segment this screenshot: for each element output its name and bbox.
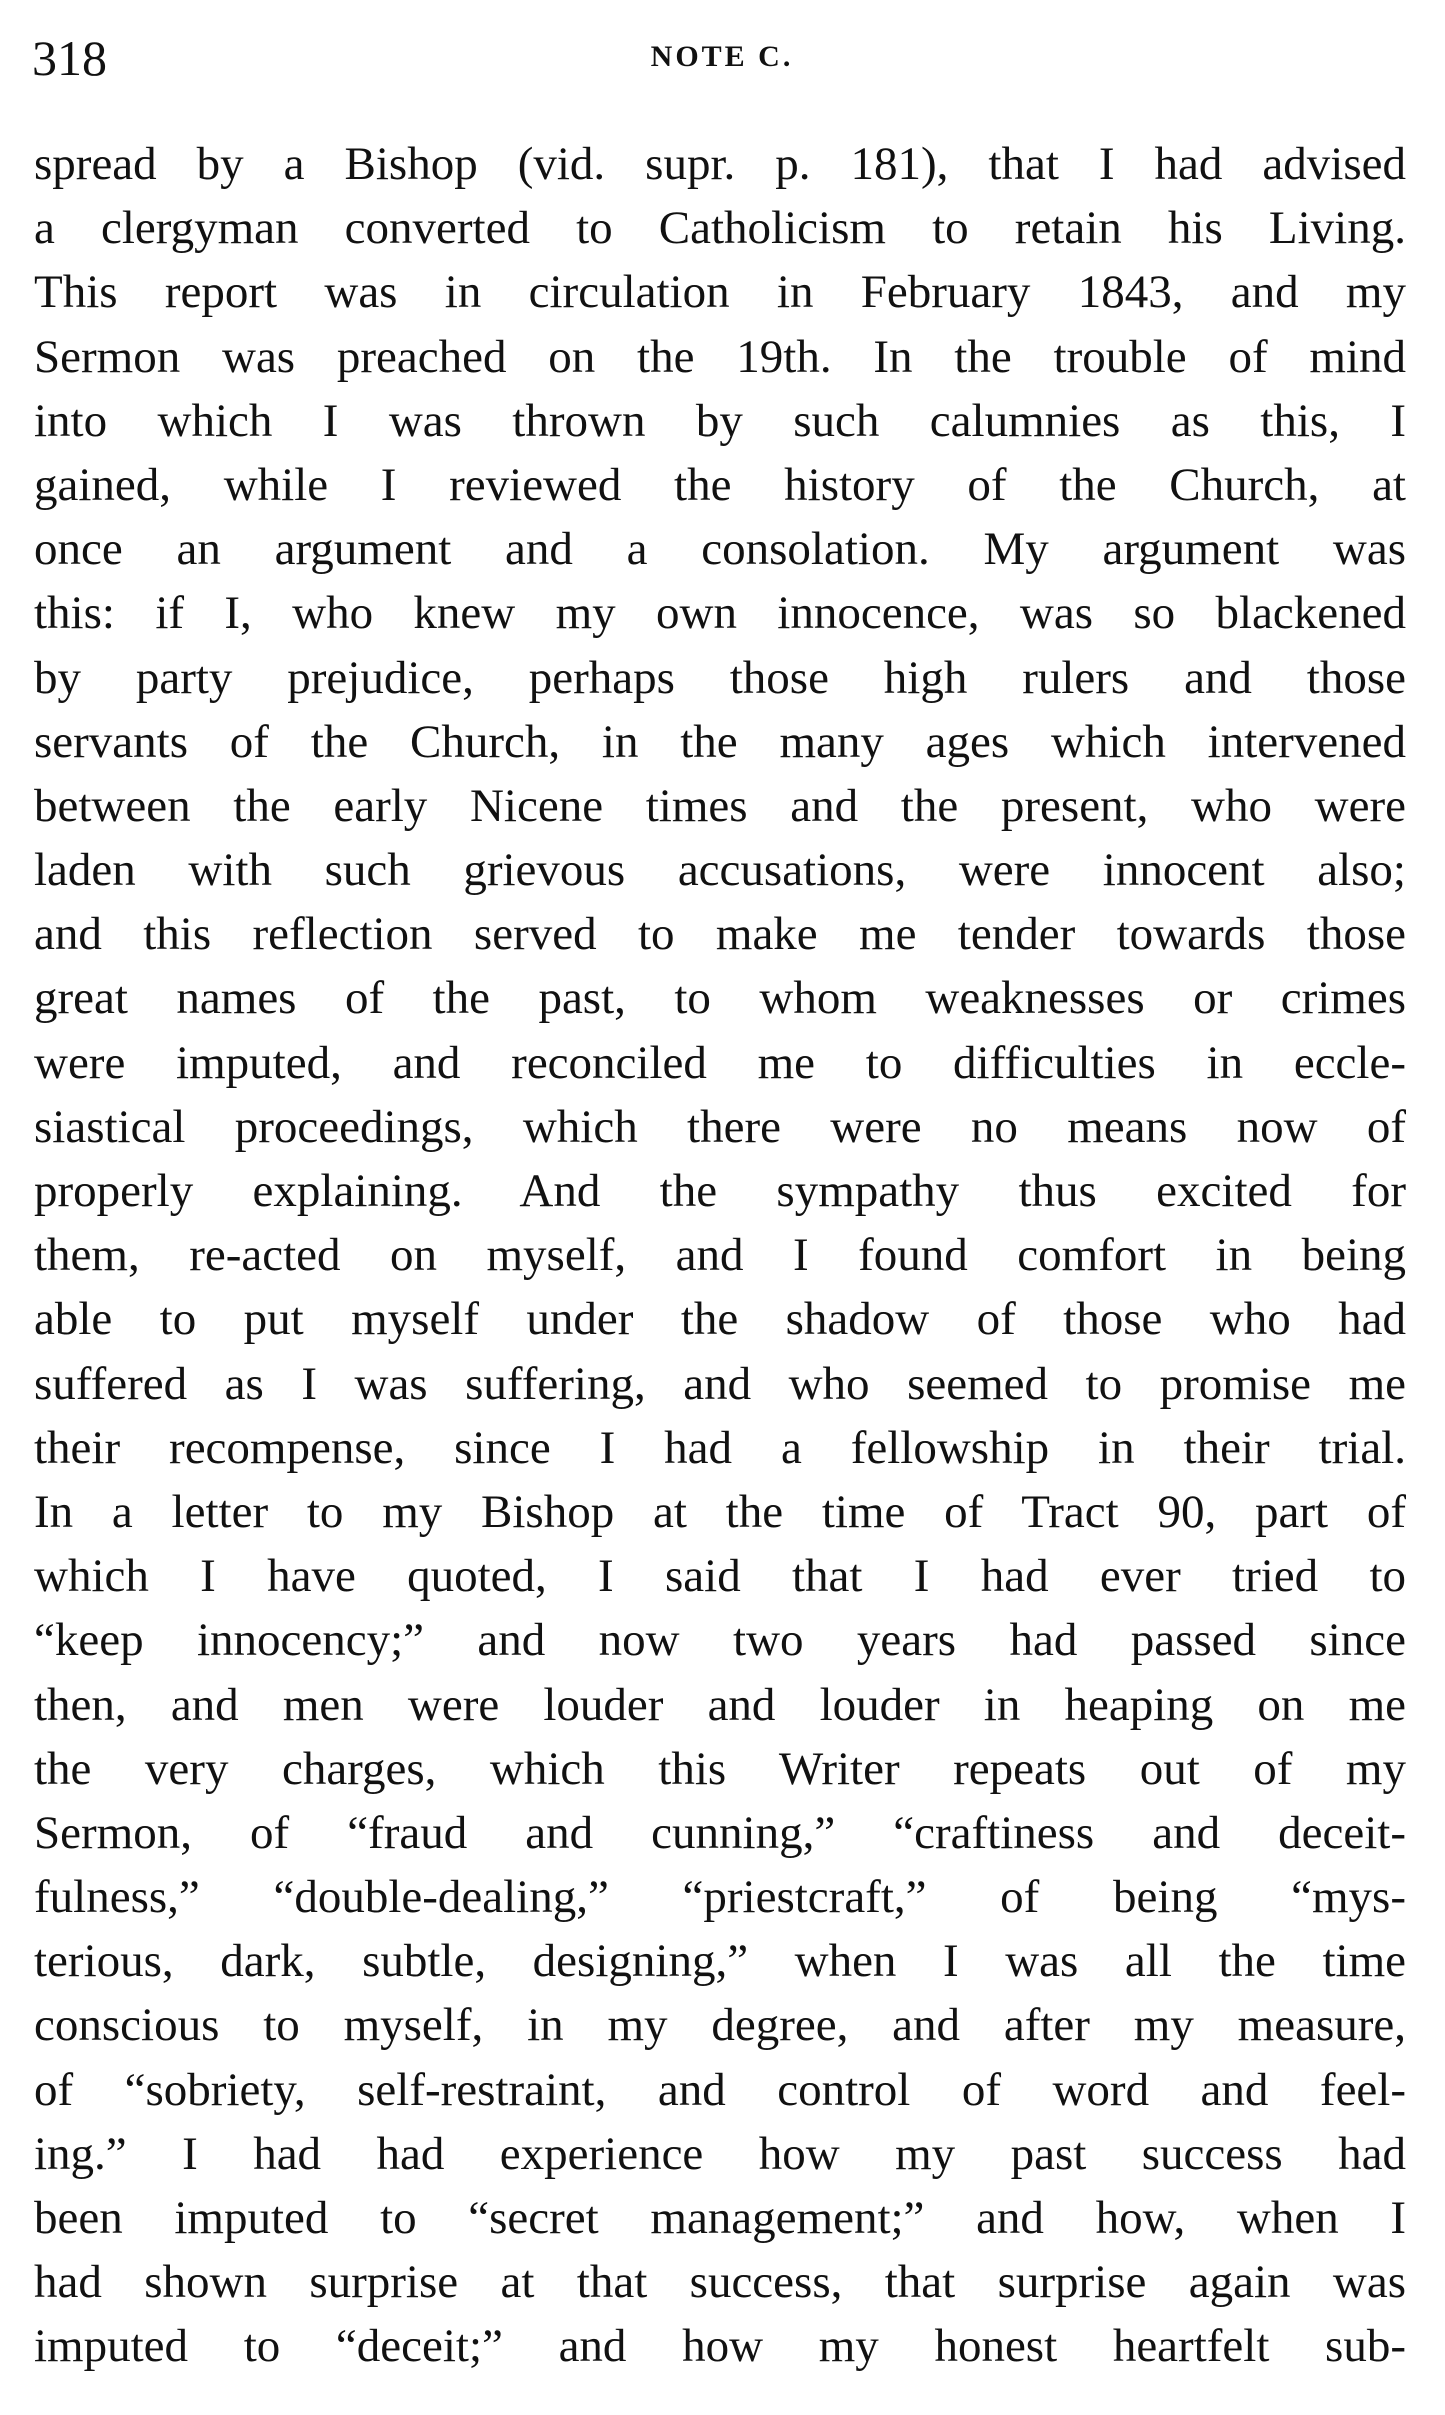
text-line: This report was in circulation in February 1843, and my xyxy=(34,266,1406,319)
text-line: of “sobriety, self-restraint, and control of word and feel- xyxy=(34,2063,1406,2116)
text-line: In a letter to my Bishop at the time of Tract 90, part of xyxy=(34,1485,1406,1538)
text-line: into which I was thrown by such calumnies as this, I xyxy=(34,394,1406,447)
text-line: suffered as I was suffering, and who seemed to promise me xyxy=(34,1357,1406,1410)
text-line: were imputed, and reconciled me to difficulties in eccle- xyxy=(34,1036,1406,1089)
text-line: then, and men were louder and louder in heaping on me xyxy=(34,1678,1406,1731)
text-line: and this reflection served to make me tender towards those xyxy=(34,908,1406,961)
page-number: 318 xyxy=(32,30,107,86)
running-head: NOTE C. xyxy=(650,40,794,73)
text-line: conscious to myself, in my degree, and after my measure, xyxy=(34,1999,1406,2052)
page-header xyxy=(32,28,1412,98)
text-line: a clergyman converted to Catholicism to retain his Living. xyxy=(34,202,1406,255)
text-line: between the early Nicene times and the present, who were xyxy=(34,779,1406,832)
text-line: the very charges, which this Writer repeats out of my xyxy=(34,1742,1406,1795)
text-line: fulness,” “double-dealing,” “priestcraft,” of being “mys- xyxy=(34,1871,1406,1924)
text-line: ing.” I had had experience how my past success had xyxy=(34,2127,1406,2180)
text-line: siastical proceedings, which there were no means now of xyxy=(34,1100,1406,1153)
text-line: able to put myself under the shadow of those who had xyxy=(34,1293,1406,1346)
text-line: by party prejudice, perhaps those high rulers and those xyxy=(34,651,1406,704)
text-line: this: if I, who knew my own innocence, was so blackened xyxy=(34,587,1406,640)
text-line: laden with such grievous accusations, were innocent also; xyxy=(34,844,1406,897)
text-line: properly explaining. And the sympathy thus excited for xyxy=(34,1165,1406,1217)
text-line: spread by a Bishop (vid. supr. p. 181), that I had advised xyxy=(34,138,1406,190)
text-line: Sermon, of “fraud and cunning,” “craftiness and deceit- xyxy=(34,1806,1406,1859)
text-line: their recompense, since I had a fellowship in their trial. xyxy=(34,1421,1406,1474)
body-text xyxy=(34,132,1406,2379)
text-line: them, re-acted on myself, and I found comfort in being xyxy=(34,1229,1406,1282)
text-line: had shown surprise at that success, that surprise again was xyxy=(34,2256,1406,2309)
text-line: gained, while I reviewed the history of the Church, at xyxy=(34,458,1406,511)
text-line: servants of the Church, in the many ages which intervened xyxy=(34,715,1406,768)
text-line: “keep innocency;” and now two years had passed since xyxy=(34,1614,1406,1667)
text-line: imputed to “deceit;” and how my honest heartfelt sub- xyxy=(34,2320,1406,2373)
text-line: terious, dark, subtle, designing,” when I was all the time xyxy=(34,1935,1406,1988)
text-line: been imputed to “secret management;” and how, when I xyxy=(34,2192,1406,2244)
text-line: Sermon was preached on the 19th. In the trouble of mind xyxy=(34,330,1406,383)
text-line: great names of the past, to whom weaknesses or crimes xyxy=(34,972,1406,1025)
text-line: which I have quoted, I said that I had ever tried to xyxy=(34,1550,1406,1603)
text-line: once an argument and a consolation. My argument was xyxy=(34,523,1406,576)
